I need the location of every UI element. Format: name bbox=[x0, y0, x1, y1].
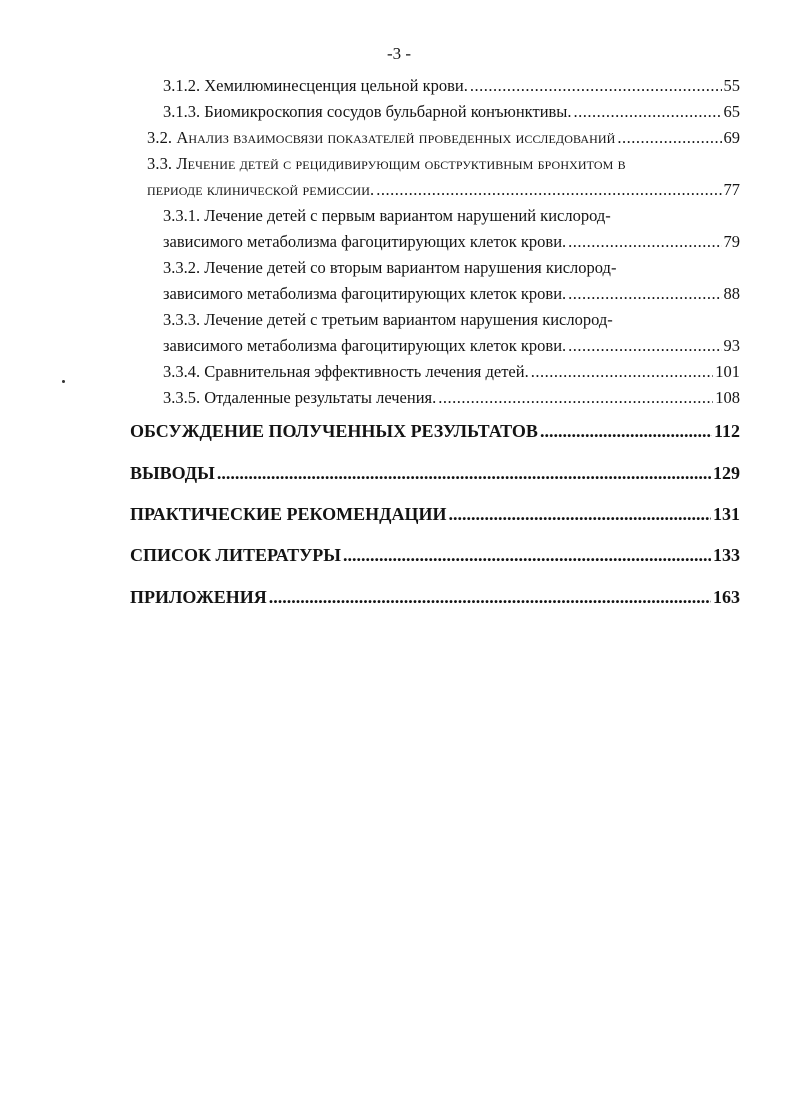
toc-entry-3-3-1-line1[interactable]: 3.3.1. Лечение детей с первым вариантом нарушений кислород- bbox=[163, 206, 611, 225]
toc-entry-title: зависимого метаболизма фагоцитирующих клеток крови. bbox=[163, 232, 567, 251]
toc-chapter-recommendations[interactable] bbox=[130, 503, 740, 525]
toc-entry-3-1-2[interactable] bbox=[163, 76, 740, 96]
toc-entry-title: 3.2. Анализ взаимосвязи показателей проведенных исследований bbox=[147, 128, 616, 147]
toc-entry-title: 3.3.5. Отдаленные результаты лечения. bbox=[163, 388, 437, 407]
scan-speck bbox=[62, 380, 65, 383]
toc-entry-page: 55 bbox=[723, 76, 740, 95]
toc-entry-3-3-2-line1[interactable]: 3.3.2. Лечение детей со вторым вариантом нарушения кислород- bbox=[163, 258, 617, 277]
toc-entry-3-3[interactable] bbox=[147, 180, 740, 200]
toc-chapter-conclusions[interactable] bbox=[130, 462, 740, 484]
dot-leader bbox=[343, 544, 711, 566]
toc-entry-page: 69 bbox=[723, 128, 740, 147]
toc-entry-3-3-3-line1[interactable]: 3.3.3. Лечение детей с третьим вариантом нарушения кислород- bbox=[163, 310, 613, 329]
toc-chapter-page: 112 bbox=[713, 421, 740, 441]
dot-leader bbox=[376, 180, 721, 200]
toc-entry-page: 65 bbox=[723, 102, 740, 121]
toc-entry-page: 77 bbox=[723, 180, 740, 199]
toc-chapter-page: 129 bbox=[713, 463, 740, 483]
toc-entry-page: 88 bbox=[723, 284, 740, 303]
toc-entry-title: 3.1.3. Биомикроскопия сосудов бульбарной конъюнктивы. bbox=[163, 102, 572, 121]
dot-leader bbox=[568, 284, 721, 304]
toc-chapter-title: ПРАКТИЧЕСКИЕ РЕКОМЕНДАЦИИ bbox=[130, 504, 447, 524]
dot-leader bbox=[617, 128, 721, 148]
toc-entry-3-3-2[interactable] bbox=[163, 284, 740, 304]
toc-chapter-discussion[interactable] bbox=[130, 420, 740, 442]
dot-leader bbox=[269, 586, 711, 608]
dot-leader bbox=[531, 362, 714, 382]
dot-leader bbox=[574, 102, 722, 122]
toc-entry-3-3-line1[interactable]: 3.3. Лечение детей с рецидивирующим обструктивным бронхитом в bbox=[147, 154, 626, 173]
dot-leader bbox=[470, 76, 722, 96]
toc-chapter-title: ПРИЛОЖЕНИЯ bbox=[130, 587, 267, 607]
toc-entry-3-3-1[interactable] bbox=[163, 232, 740, 252]
toc-entry-3-1-3[interactable] bbox=[163, 102, 740, 122]
toc-entry-page: 93 bbox=[723, 336, 740, 355]
toc-entry-title: периоде клинической ремиссии. bbox=[147, 180, 375, 199]
toc-entry-title: 3.3.4. Сравнительная эффективность лечения детей. bbox=[163, 362, 529, 381]
dot-leader bbox=[438, 388, 713, 408]
toc-entry-3-3-5[interactable] bbox=[163, 388, 740, 408]
toc-chapter-title: ВЫВОДЫ bbox=[130, 463, 215, 483]
toc-chapter-page: 163 bbox=[713, 587, 740, 607]
toc-chapter-page: 131 bbox=[713, 504, 740, 524]
dot-leader bbox=[568, 336, 721, 356]
toc-entry-page: 101 bbox=[715, 362, 740, 381]
toc-entry-page: 79 bbox=[723, 232, 740, 251]
toc-chapter-appendices[interactable] bbox=[130, 586, 740, 608]
toc-chapter-title: СПИСОК ЛИТЕРАТУРЫ bbox=[130, 545, 341, 565]
toc-chapter-page: 133 bbox=[713, 545, 740, 565]
toc-entry-title: зависимого метаболизма фагоцитирующих клеток крови. bbox=[163, 284, 567, 303]
toc-entry-title: зависимого метаболизма фагоцитирующих клеток крови. bbox=[163, 336, 567, 355]
dot-leader bbox=[540, 420, 712, 442]
dot-leader bbox=[217, 462, 711, 484]
dot-leader bbox=[568, 232, 721, 252]
toc-entry-3-3-4[interactable] bbox=[163, 362, 740, 382]
toc-entry-3-3-3[interactable] bbox=[163, 336, 740, 356]
toc-entry-3-2[interactable] bbox=[147, 128, 740, 148]
toc-chapter-references[interactable] bbox=[130, 544, 740, 566]
toc-chapter-title: ОБСУЖДЕНИЕ ПОЛУЧЕННЫХ РЕЗУЛЬТАТОВ bbox=[130, 421, 538, 441]
toc-entry-title: 3.1.2. Хемилюминесценция цельной крови. bbox=[163, 76, 468, 95]
page-number: -3 - bbox=[386, 44, 412, 63]
dot-leader bbox=[449, 503, 711, 525]
toc-entry-page: 108 bbox=[715, 388, 740, 407]
